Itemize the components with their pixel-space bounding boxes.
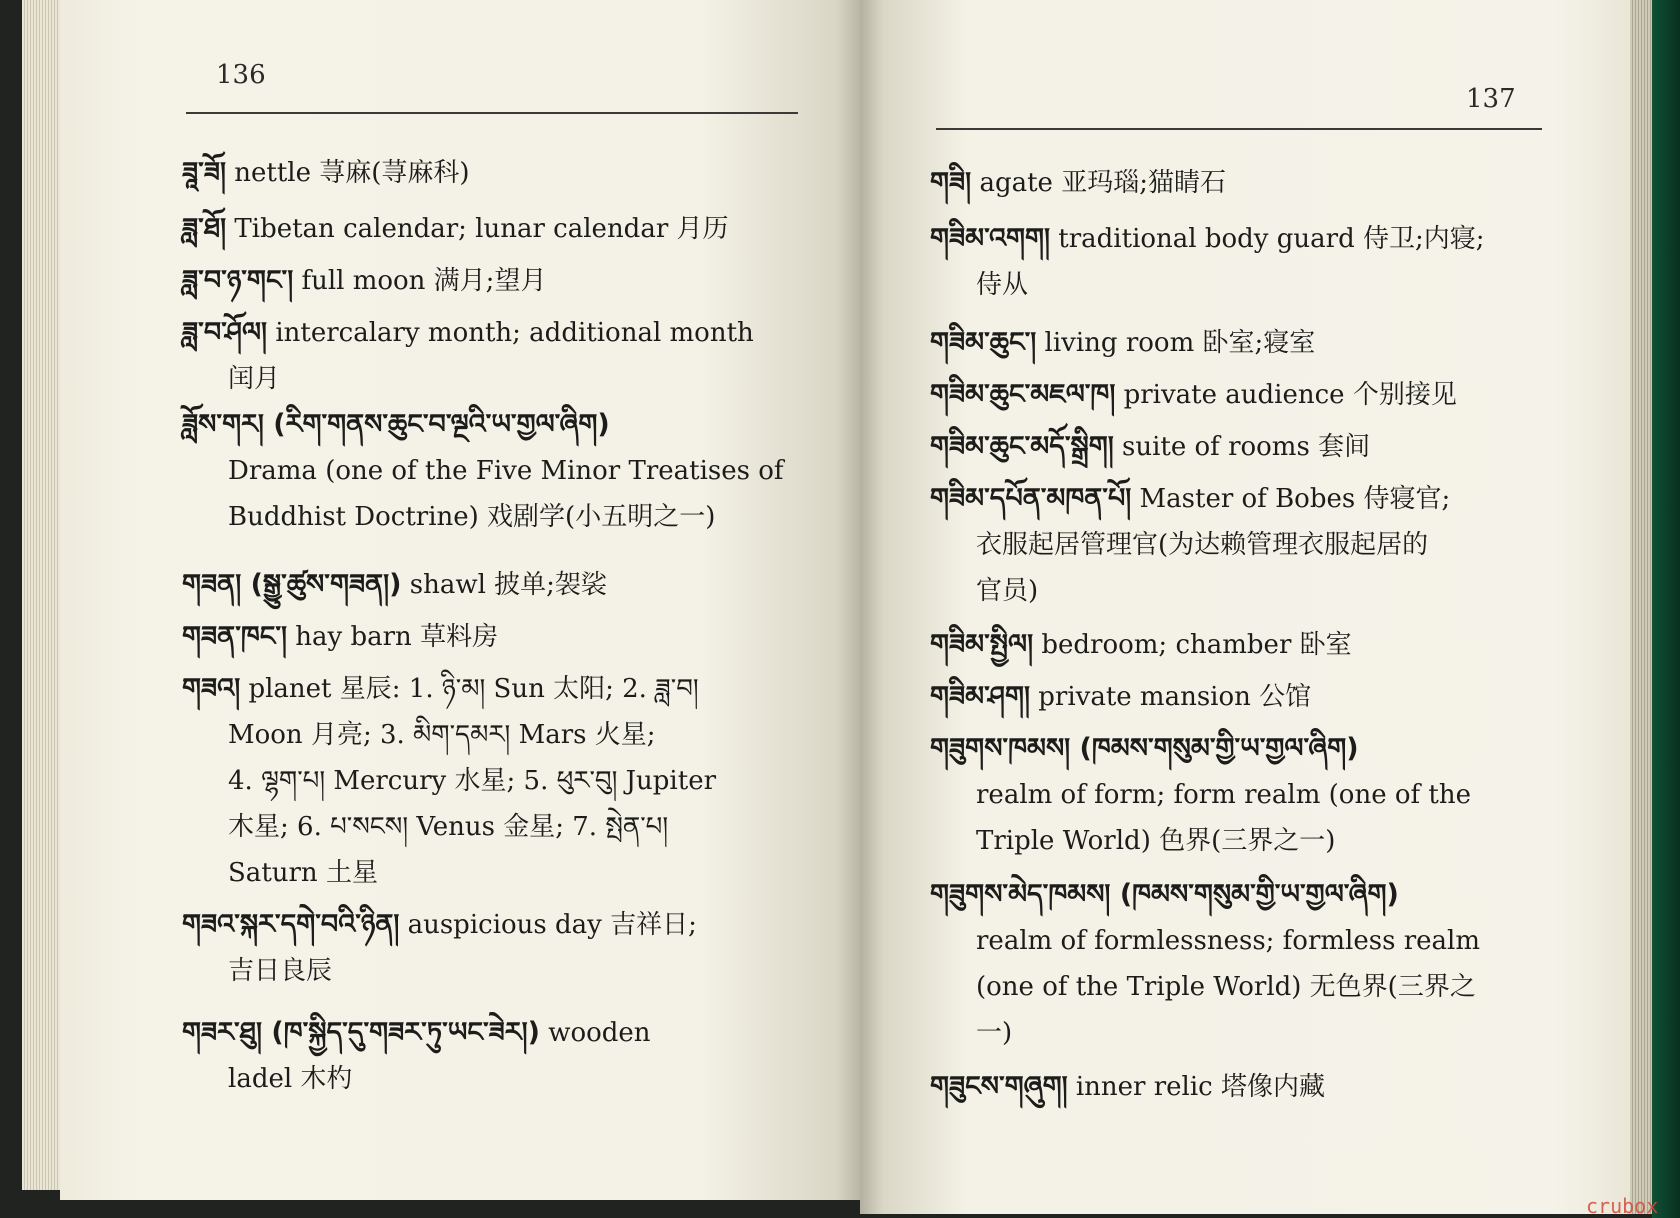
entry-continuation: (one of the Triple World) 无色界(三界之	[976, 972, 1476, 1002]
entry-headline	[182, 666, 716, 712]
left-page-edges	[22, 0, 62, 1190]
watermark: crubox	[1586, 1194, 1659, 1218]
entry-continuation: Drama (one of the Five Minor Treatises of	[228, 456, 784, 486]
definition-text: nettle 荨麻(荨麻科)	[226, 158, 470, 188]
entry-headline	[930, 476, 1450, 522]
entry-headline	[182, 562, 607, 608]
right-page-edges	[1630, 0, 1652, 1214]
entry-headline	[930, 622, 1352, 668]
dictionary-entry	[930, 320, 1315, 366]
definition-text: wooden	[539, 1018, 651, 1048]
entry-continuation: 吉日良辰	[228, 956, 333, 986]
tibetan-headword: གཟུགས་མེད་ཁམས། (ཁམས་གསུམ་གྱི་ཡ་གྱལ་ཞིག)	[930, 879, 1399, 910]
tibetan-headword: གཟིམ་ཆུང་།	[930, 327, 1037, 358]
dictionary-entry	[182, 402, 784, 540]
dictionary-entry	[930, 372, 1457, 418]
dictionary-entry	[930, 1064, 1325, 1110]
entry-headline	[930, 372, 1457, 418]
entry-headline	[182, 1010, 651, 1056]
entry-headline	[930, 1064, 1325, 1110]
dictionary-entry	[182, 614, 498, 660]
tibetan-headword: གཟུངས་གཞུག།	[930, 1071, 1068, 1102]
definition-text: suite of rooms 套间	[1113, 432, 1371, 462]
dictionary-entry	[182, 1010, 651, 1102]
tibetan-headword: གཟུགས་ཁམས། (ཁམས་གསུམ་གྱི་ཡ་གྱལ་ཞིག)	[930, 733, 1359, 764]
dictionary-entry	[930, 872, 1480, 1056]
entry-headline	[930, 216, 1485, 262]
entry-continuation: 侍从	[976, 270, 1029, 300]
entry-continuation: 一)	[976, 1018, 1013, 1048]
entry-continuation: 木星; 6. པ་སངས། Venus 金星; 7. སྤེན་པ།	[228, 812, 669, 842]
dictionary-entry	[182, 902, 697, 994]
definition-text: hay barn 草料房	[287, 622, 499, 652]
entry-headline	[182, 206, 729, 252]
dictionary-entry	[930, 622, 1352, 668]
definition-text: auspicious day 吉祥日;	[399, 910, 697, 940]
tibetan-headword: གཟན། (སྒྱུ་ཚུས་གཟན།)	[182, 569, 402, 600]
entry-headline	[930, 674, 1311, 720]
entry-headline	[182, 902, 697, 948]
entry-headline	[182, 150, 470, 196]
tibetan-headword: གཟིམ་སྤྱིལ།	[930, 629, 1034, 660]
definition-text: living room 卧室;寝室	[1036, 328, 1316, 358]
tibetan-headword: གཟིམ་ཤག།	[930, 681, 1030, 712]
tibetan-headword: གཟའ།	[182, 673, 241, 704]
dictionary-entry	[182, 258, 546, 304]
definition-text: private audience 个别接见	[1115, 380, 1457, 410]
tibetan-headword: གཟི།	[930, 167, 972, 198]
dictionary-entry	[182, 150, 470, 196]
page-number-right: 137	[1466, 84, 1516, 114]
tibetan-headword: གཟིམ་འགག།	[930, 223, 1051, 254]
tibetan-headword: ཟླ་ཐོ།	[182, 213, 227, 244]
entry-headline	[182, 310, 754, 356]
entry-continuation: realm of formlessness; formless realm	[976, 926, 1480, 956]
dictionary-entry	[930, 160, 1226, 206]
entry-continuation: Moon 月亮; 3. མིག་དམར། Mars 火星;	[228, 720, 656, 750]
entry-continuation: 衣服起居管理官(为达赖管理衣服起居的	[976, 530, 1429, 560]
entry-continuation: 官员)	[976, 576, 1039, 606]
dictionary-entry	[182, 310, 754, 402]
tibetan-headword: གཟན་ཁང་།	[182, 621, 288, 652]
entry-continuation: Buddhist Doctrine) 戏剧学(小五明之一)	[228, 502, 716, 532]
tibetan-headword: གཟིམ་དཔོན་མཁན་པོ།	[930, 483, 1132, 514]
definition-text: Master of Bobes 侍寝官;	[1131, 484, 1451, 514]
definition-text: full moon 满月;望月	[293, 266, 547, 296]
tibetan-headword: གཟའ་སྐར་དགེ་བའི་ཉིན།	[182, 909, 400, 940]
definition-text: inner relic 塔像内藏	[1067, 1072, 1326, 1102]
entry-headline	[930, 872, 1480, 918]
tibetan-headword: གཟིམ་ཆུང་མདོ་སྒྲིག།	[930, 431, 1114, 462]
tibetan-headword: གཟིམ་ཆུང་མཇལ་ཁ།	[930, 379, 1116, 410]
definition-text: traditional body guard 侍卫;内寝;	[1050, 224, 1485, 254]
definition-text: intercalary month; additional month	[267, 318, 754, 348]
header-rule-right	[936, 128, 1542, 130]
definition-text: planet 星辰: 1. ཉི་མ། Sun 太阳; 2. ཟླ་བ།	[240, 674, 699, 704]
entry-continuation: realm of form; form realm (one of the	[976, 780, 1471, 810]
book-cover-edge	[1652, 0, 1680, 1218]
tibetan-headword: གཟར་ཐུ། (ཁ་སྐྱིད་དུ་གཟར་ཏུ་ཡང་ཟེར།)	[182, 1017, 540, 1048]
dictionary-entry	[182, 666, 716, 896]
tibetan-headword: ཟླ་བ་ཤོལ།	[182, 317, 268, 348]
tibetan-headword: ཟཱ་ཟོ།	[182, 157, 227, 188]
entry-headline	[930, 320, 1315, 366]
entry-headline	[930, 160, 1226, 206]
entry-headline	[930, 424, 1370, 470]
dictionary-entry	[930, 216, 1485, 308]
definition-text: shawl 披单;袈裟	[401, 570, 607, 600]
dictionary-entry	[930, 476, 1450, 614]
entry-continuation: ladel 木杓	[228, 1064, 353, 1094]
header-rule-left	[186, 112, 798, 114]
definition-text: agate 亚玛瑙;猫睛石	[971, 168, 1226, 198]
definition-text: bedroom; chamber 卧室	[1033, 630, 1352, 660]
definition-text: Tibetan calendar; lunar calendar 月历	[226, 214, 729, 244]
entry-continuation: Triple World) 色界(三界之一)	[976, 826, 1336, 856]
entry-continuation: Saturn 土星	[228, 858, 378, 888]
entry-continuation: 4. ལྷག་པ། Mercury 水星; 5. ཕུར་བུ། Jupiter	[228, 766, 717, 796]
entry-headline	[182, 402, 784, 448]
page-number-left: 136	[216, 60, 266, 90]
dictionary-entry	[930, 424, 1370, 470]
entry-continuation: 闰月	[228, 364, 281, 394]
dictionary-entry	[930, 674, 1311, 720]
entry-headline	[182, 258, 546, 304]
entry-headline	[182, 614, 498, 660]
entry-headline	[930, 726, 1471, 772]
tibetan-headword: ཟློས་གར། (རིག་གནས་ཆུང་བ་ལྔའི་ཡ་གྱལ་ཞིག)	[182, 409, 610, 440]
dictionary-entry	[930, 726, 1471, 864]
dictionary-entry	[182, 562, 607, 608]
tibetan-headword: ཟླ་བ་ཉ་གང་།	[182, 265, 294, 296]
definition-text: private mansion 公馆	[1029, 682, 1312, 712]
dictionary-entry	[182, 206, 729, 252]
